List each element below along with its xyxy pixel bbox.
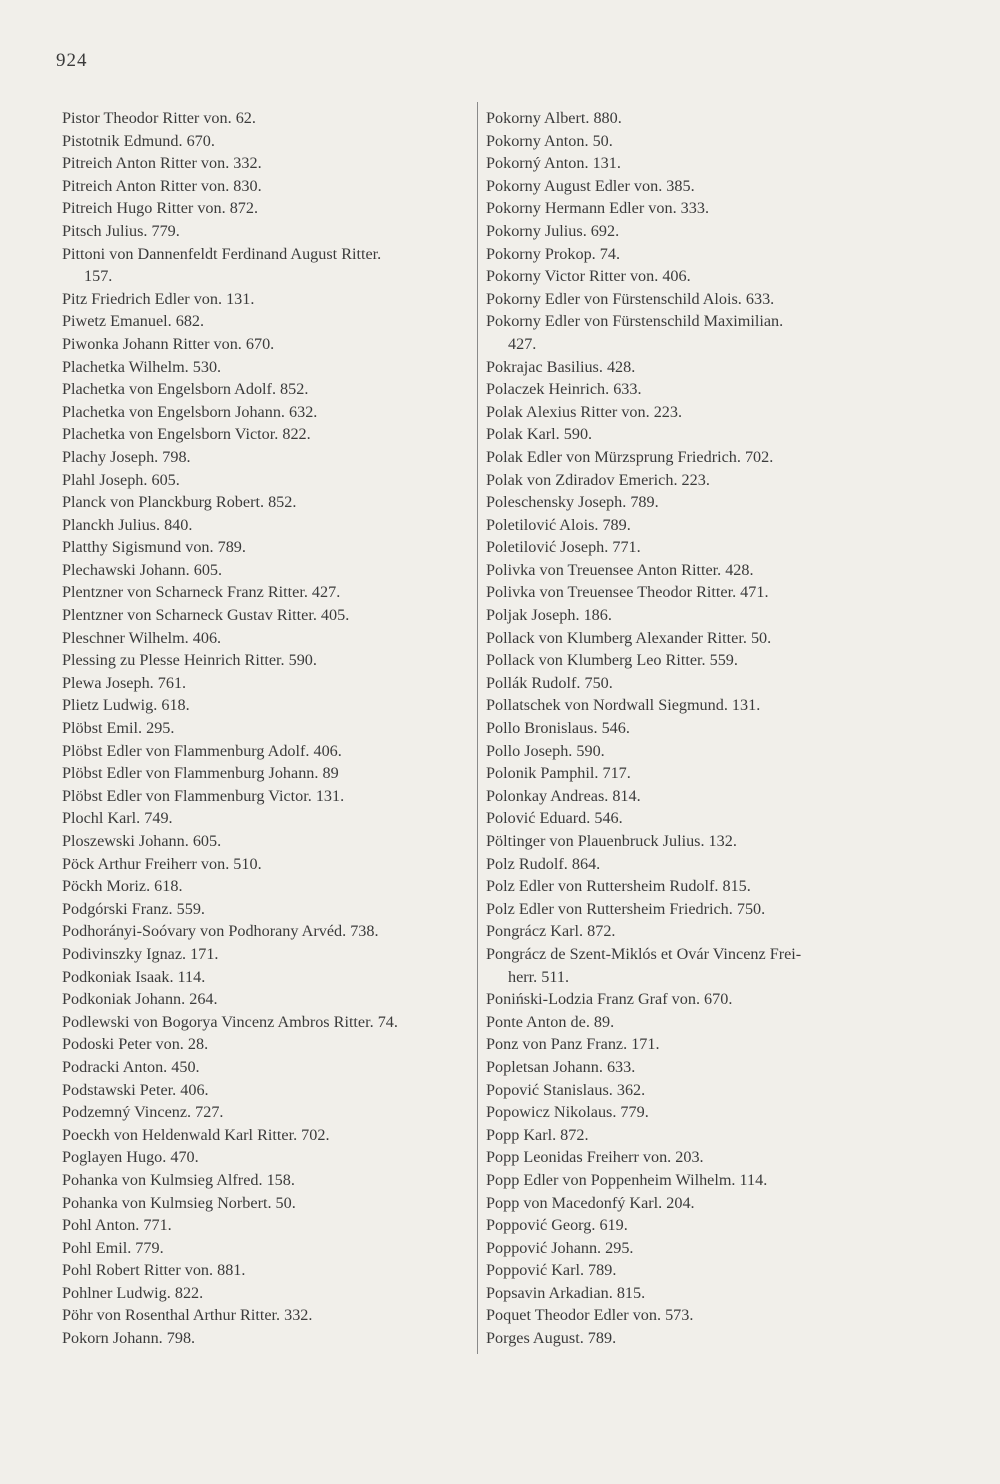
index-entry: Polak von Zdiradov Emerich. 223. <box>486 470 710 489</box>
index-entry: Pohlner Ludwig. 822. <box>62 1283 204 1302</box>
index-entry: Polz Rudolf. 864. <box>486 854 601 873</box>
index-entry: Polz Edler von Ruttersheim Friedrich. 750. <box>486 899 766 918</box>
index-entry: Ponz von Panz Franz. 171. <box>486 1035 660 1054</box>
index-entry: Pittoni von Dannenfeldt Ferdinand August Ritter. <box>62 244 382 263</box>
index-entry: Porges August. 789. <box>486 1329 617 1348</box>
index-entry: Plachetka von Engelsborn Victor. 822. <box>62 425 311 444</box>
index-entry: Polivka von Treuensee Anton Ritter. 428. <box>486 560 754 579</box>
index-entry: Pistotnik Edmund. 670. <box>62 131 215 150</box>
index-entry: Pokorn Johann. 798. <box>62 1329 196 1348</box>
index-entry: Plochl Karl. 749. <box>62 809 173 828</box>
index-entry: Plöbst Edler von Flammenburg Victor. 131. <box>62 786 345 805</box>
index-entry: Pokorny Julius. 692. <box>486 221 620 240</box>
index-entry: Piwonka Johann Ritter von. 670. <box>62 334 275 353</box>
index-entry: Poeckh von Heldenwald Karl Ritter. 702. <box>62 1125 330 1144</box>
index-entry: Poleschensky Joseph. 789. <box>486 493 659 512</box>
index-entry: Pollák Rudolf. 750. <box>486 673 613 692</box>
index-entry: Poljak Joseph. 186. <box>486 606 612 625</box>
index-entry: Plachetka von Engelsborn Adolf. 852. <box>62 380 309 399</box>
index-entry-continuation: herr. 511. <box>508 967 569 986</box>
index-entry: Podracki Anton. 450. <box>62 1057 200 1076</box>
index-entry: Pohl Anton. 771. <box>62 1216 172 1235</box>
index-entry: Pokorny Prokop. 74. <box>486 244 621 263</box>
index-entry: Pitreich Anton Ritter von. 332. <box>62 154 262 173</box>
index-entry: Polaczek Heinrich. 633. <box>486 380 642 399</box>
index-entry: Plahl Joseph. 605. <box>62 470 180 489</box>
index-entry: Poletilović Joseph. 771. <box>486 538 641 557</box>
index-entry: Poniński-Lodzia Franz Graf von. 670. <box>486 990 733 1009</box>
index-entry: Pöhr von Rosenthal Arthur Ritter. 332. <box>62 1306 313 1325</box>
index-entry: Polak Alexius Ritter von. 223. <box>486 402 683 421</box>
index-entry: Popowicz Nikolaus. 779. <box>486 1103 649 1122</box>
index-entry: Pokorny Edler von Fürstenschild Alois. 633. <box>486 289 775 308</box>
index-entry: Plentzner von Scharneck Gustav Ritter. 405. <box>62 606 350 625</box>
index-entry: Plechawski Johann. 605. <box>62 560 223 579</box>
index-entry: Plöbst Edler von Flammenburg Adolf. 406. <box>62 741 342 760</box>
index-entry: Podkoniak Isaak. 114. <box>62 967 206 986</box>
index-entry: Pöckh Moriz. 618. <box>62 877 183 896</box>
index-entry: Pohanka von Kulmsieg Norbert. 50. <box>62 1193 296 1212</box>
index-entry: Plöbst Edler von Flammenburg Johann. 89 <box>62 764 339 783</box>
index-entry: Poglayen Hugo. 470. <box>62 1148 199 1167</box>
index-entry: Podkoniak Johann. 264. <box>62 990 218 1009</box>
index-entry: Platthy Sigismund von. 789. <box>62 538 246 557</box>
index-column-left <box>62 107 474 1350</box>
index-entry: Pokorny Hermann Edler von. 333. <box>486 199 709 218</box>
index-entry: Popp von Macedonfý Karl. 204. <box>486 1193 695 1212</box>
index-entry: Popović Stanislaus. 362. <box>486 1080 646 1099</box>
index-entry: Piwetz Emanuel. 682. <box>62 312 205 331</box>
index-entry: Podoski Peter von. 28. <box>62 1035 209 1054</box>
index-entry: Pitsch Julius. 779. <box>62 221 180 240</box>
index-entry: Polonik Pamphil. 717. <box>486 764 631 783</box>
index-entry: Pokorny Victor Ritter von. 406. <box>486 267 691 286</box>
index-entry: Poppović Johann. 295. <box>486 1238 634 1257</box>
index-entry: Poppović Karl. 789. <box>486 1261 617 1280</box>
index-entry: Poletilović Alois. 789. <box>486 515 631 534</box>
index-entry: Plachy Joseph. 798. <box>62 447 191 466</box>
index-entry-continuation: 427. <box>508 334 537 353</box>
index-entry: Planck von Planckburg Robert. 852. <box>62 493 297 512</box>
index-entry: Podhorányi-Soóvary von Podhorany Arvéd. 738. <box>62 922 379 941</box>
index-entry: Pokorny Anton. 50. <box>486 131 613 150</box>
index-entry: Pöck Arthur Freiherr von. 510. <box>62 854 262 873</box>
index-entry: Pitreich Anton Ritter von. 830. <box>62 176 262 195</box>
index-entry: Popp Karl. 872. <box>486 1125 589 1144</box>
index-entry: Pollack von Klumberg Leo Ritter. 559. <box>486 651 738 670</box>
index-entry: Pokorny August Edler von. 385. <box>486 176 695 195</box>
index-entry: Pokorný Anton. 131. <box>486 154 621 173</box>
index-entry: Pokorny Albert. 880. <box>486 109 622 127</box>
index-entry: Popsavin Arkadian. 815. <box>486 1283 646 1302</box>
index-entry: Popletsan Johann. 633. <box>486 1057 636 1076</box>
index-entry: Pollo Bronislaus. 546. <box>486 719 630 738</box>
index-entry: Pollo Joseph. 590. <box>486 741 605 760</box>
index-entry: Pitz Friedrich Edler von. 131. <box>62 289 255 308</box>
index-entry: Polak Karl. 590. <box>486 425 593 444</box>
index-entry: Pokorny Edler von Fürstenschild Maximilian. <box>486 312 784 331</box>
index-entry: Poquet Theodor Edler von. 573. <box>486 1306 694 1325</box>
index-entry: Plachetka Wilhelm. 530. <box>62 357 222 376</box>
index-entry: Poppović Georg. 619. <box>486 1216 628 1235</box>
index-entry: Podgórski Franz. 559. <box>62 899 205 918</box>
index-entry: Plietz Ludwig. 618. <box>62 696 190 715</box>
index-entry: Ponte Anton de. 89. <box>486 1012 615 1031</box>
index-entry: Plentzner von Scharneck Franz Ritter. 427. <box>62 583 341 602</box>
index-entry: Pöltinger von Plauenbruck Julius. 132. <box>486 832 737 850</box>
index-entry: Podlewski von Bogorya Vincenz Ambros Ritter. 74. <box>62 1012 398 1031</box>
column-divider <box>477 102 478 1354</box>
index-entry: Pongrácz Karl. 872. <box>486 922 616 941</box>
index-entry: Polak Edler von Mürzsprung Friedrich. 702. <box>486 447 774 466</box>
index-entry: Podzemný Vincenz. 727. <box>62 1103 224 1122</box>
index-entry: Polonkay Andreas. 814. <box>486 786 641 805</box>
index-entry: Plessing zu Plesse Heinrich Ritter. 590. <box>62 651 317 670</box>
index-entry: Pongrácz de Szent-Miklós et Ovár Vincenz Frei- <box>486 944 802 963</box>
index-entry: Polović Eduard. 546. <box>486 809 623 828</box>
index-entry: Polz Edler von Ruttersheim Rudolf. 815. <box>486 877 751 896</box>
index-entry-continuation: 157. <box>84 267 113 286</box>
index-entry: Ploszewski Johann. 605. <box>62 832 222 850</box>
index-entry: Plewa Joseph. 761. <box>62 673 187 692</box>
index-entry: Popp Leonidas Freiherr von. 203. <box>486 1148 704 1167</box>
index-entry: Plachetka von Engelsborn Johann. 632. <box>62 402 318 421</box>
index-entry: Podivinszky Ignaz. 171. <box>62 944 219 963</box>
index-entry: Pokrajac Basilius. 428. <box>486 357 636 376</box>
index-entry: Pistor Theodor Ritter von. 62. <box>62 109 256 127</box>
index-entry: Pollatschek von Nordwall Siegmund. 131. <box>486 696 761 715</box>
index-entry: Pitreich Hugo Ritter von. 872. <box>62 199 259 218</box>
index-entry: Pleschner Wilhelm. 406. <box>62 628 222 647</box>
index-entry: Polivka von Treuensee Theodor Ritter. 471. <box>486 583 769 602</box>
page-number: 924 <box>56 50 88 71</box>
index-entry: Pollack von Klumberg Alexander Ritter. 50. <box>486 628 772 647</box>
index-entry: Plöbst Emil. 295. <box>62 719 175 738</box>
index-entry: Planckh Julius. 840. <box>62 515 193 534</box>
index-entry: Popp Edler von Poppenheim Wilhelm. 114. <box>486 1170 768 1189</box>
index-entry: Pohl Robert Ritter von. 881. <box>62 1261 246 1280</box>
index-entry: Pohl Emil. 779. <box>62 1238 164 1257</box>
index-entry: Pohanka von Kulmsieg Alfred. 158. <box>62 1170 295 1189</box>
index-column-right <box>486 107 904 1350</box>
index-entry: Podstawski Peter. 406. <box>62 1080 209 1099</box>
